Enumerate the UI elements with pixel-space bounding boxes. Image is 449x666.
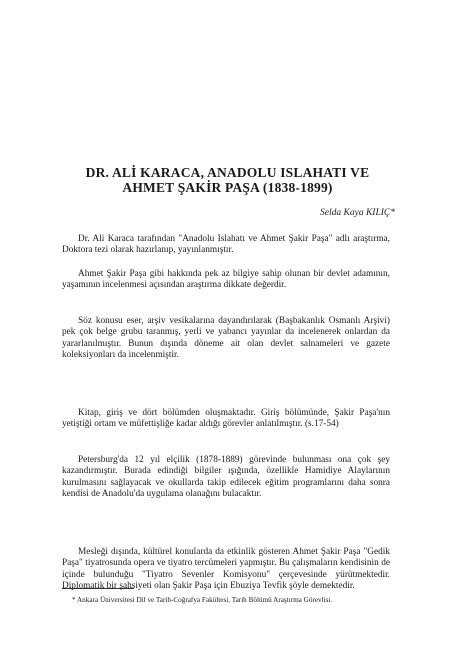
- article-title-line-2: AHMET ŞAKİR PAŞA (1838-1899): [122, 180, 333, 195]
- paragraph-5: Petersburg'da 12 yıl elçilik (1878-1889) görevinde bulunması ona çok şey kazandırmıştır. Burada edindiği bilgiler ışığında, özellikle Hamidiye Alaylarının kurulmasını sağlayacak ve okullarda takip edilecek eğitim programlarını daha sonra kendisi de Anadolu'da uygulama olanağını bulacaktır.: [62, 455, 390, 500]
- paragraph-4: Kitap, giriş ve dört bölümden oluşmaktadır. Giriş bölümünde, Şakir Paşa'nın yetiştiği ortam ve müfettişliğe kadar aldığı görevler anlatılmıştır. (s.17-54): [62, 408, 390, 430]
- paragraph-6: Mesleği dışında, kültürel konularda da etkinlik gösteren Ahmet Şakir Paşa "Gedik Paşa" tiyatrosunda opera ve tiyatro tercümeleri yapmıştır. Bu çalışmaların kendisinin de içinde bulunduğu "Tiyatro Sevenler Komisyonu" çerçevesinde yürütmektedir. Diplomatik bir şahsiyeti olan Şakir Paşa için Ebuziya Tevfik şöyle demektedir.: [62, 547, 390, 592]
- paragraph-2: Ahmet Şakir Paşa gibi hakkında pek az bilgiye sahip olunan bir devlet adamının, yaşamının incelenmesi açısından araştırma dikkate değerdir.: [62, 269, 390, 291]
- footnote: * Ankara Üniversitesi Dil ve Tarih-Coğrafya Fakültesi, Tarih Bölümü Araştırma Görevlisi.: [72, 596, 333, 604]
- author-name: Selda Kaya KILIÇ*: [320, 208, 395, 218]
- paragraph-3: Söz konusu eser, arşiv vesikalarına dayandırılarak (Başbakanlık Osmanlı Arşivi) pek çok belge grubu taranmış, yerli ve yabancı yayınlar da incelenerek onlardan da yararlanılmıştır. Bunun dışında döneme ait olan devlet salnameleri ve gazete koleksiyonları da incelenmiştir.: [62, 316, 390, 361]
- paragraph-1: Dr. Ali Karaca tarafından "Anadolu Islahatı ve Ahmet Şakir Paşa" adlı araştırma, Doktora tezi olarak hazırlanıp, yayınlanmıştır.: [62, 234, 390, 256]
- article-title-line-1: DR. ALİ KARACA, ANADOLU ISLAHATI VE: [85, 165, 370, 180]
- footnote-divider: [62, 588, 134, 589]
